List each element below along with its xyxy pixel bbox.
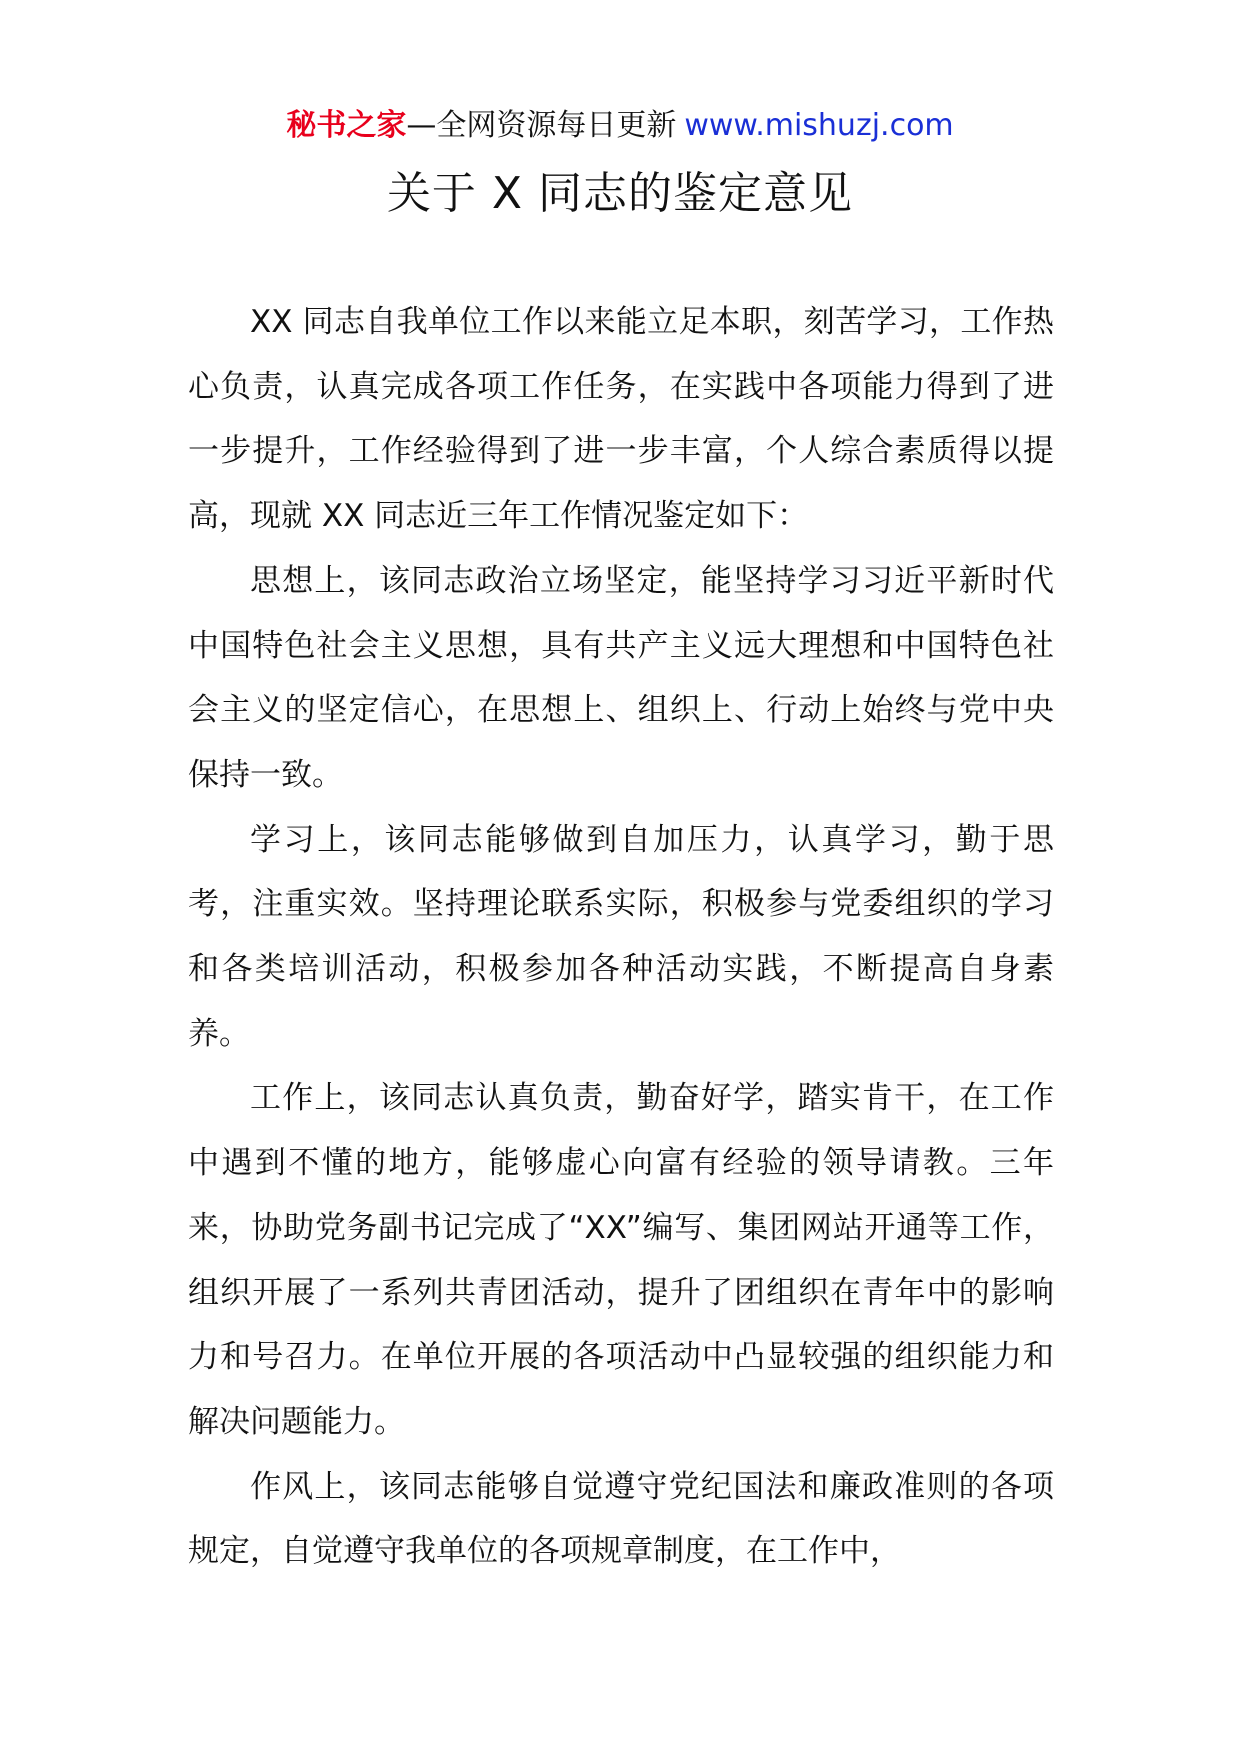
- brand-name: 秘书之家: [286, 108, 407, 143]
- paragraph-work: 工作上，该同志认真负责，勤奋好学，踏实肯干，在工作中遇到不懂的地方，能够虚心向富有经验的领导请教。三年来，协助党务副书记完成了“XX”编写、集团网站开通等工作，组织开展了一系列共青团活动，提升了团组织在青年中的影响力和号召力。在单位开展的各项活动中凸显较强的组织能力和解决问题能力。: [188, 1080, 1054, 1440]
- header-tagline: —全网资源每日更新: [406, 108, 677, 143]
- paragraph-study: 学习上，该同志能够做到自加压力，认真学习，勤于思考，注重实效。坚持理论联系实际，积极参与党委组织的学习和各类培训活动，积极参加各种活动实践，不断提高自身素养。: [188, 821, 1054, 1052]
- site-url-link[interactable]: www.mishuzj.com: [684, 108, 954, 143]
- site-header: [0, 104, 1240, 148]
- paragraph-ideology: 思想上，该同志政治立场坚定，能坚持学习习近平新时代中国特色社会主义思想，具有共产主义远大理想和中国特色社会主义的坚定信心，在思想上、组织上、行动上始终与党中央保持一致。: [188, 562, 1054, 793]
- paragraph-intro: XX 同志自我单位工作以来能立足本职，刻苦学习，工作热心负责，认真完成各项工作任务，在实践中各项能力得到了进一步提升，工作经验得到了进一步丰富，个人综合素质得以提高，现就 XX 同志近三年工作情况鉴定如下：: [188, 304, 1054, 535]
- document-body: [188, 290, 1054, 1584]
- document-title: 关于 X 同志的鉴定意见: [386, 168, 854, 219]
- paragraph-conduct: 作风上，该同志能够自觉遵守党纪国法和廉政准则的各项规定，自觉遵守我单位的各项规章制度，在工作中，: [188, 1468, 1054, 1570]
